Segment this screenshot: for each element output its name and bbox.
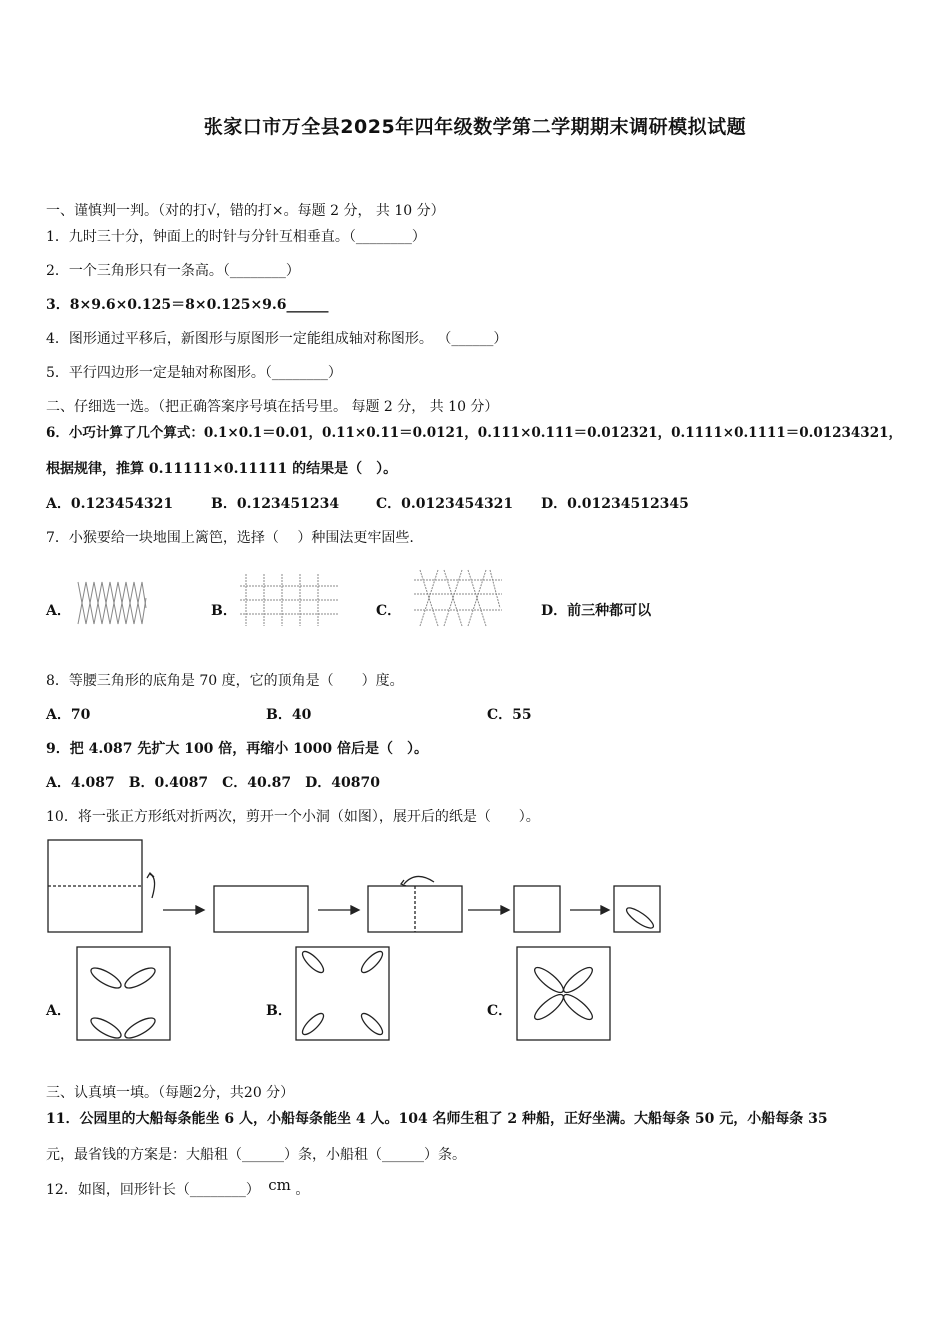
section1-heading: 一、谨慎判一判。（对的打√，错的打×。每题 2 分， 共 10 分） <box>46 203 445 219</box>
section3-heading: 三、认真填一填。（每题2分，共20 分） <box>46 1085 295 1101</box>
question-6-line2: 根据规律，推算 0.11111×0.11111 的结果是（ ）。 <box>46 461 398 477</box>
question-10-label-a: A． <box>46 1003 71 1019</box>
question-7-option-d: D．前三种都可以 <box>541 603 652 619</box>
question-7-label-a: A． <box>46 603 71 619</box>
question-6-option-c: C．0.0123454321 <box>376 496 514 512</box>
question-12-unit: cm <box>268 1176 291 1194</box>
question-8-option-b: B．40 <box>266 707 312 723</box>
question-8: 8．等腰三角形的底角是 70 度，它的顶角是（ ）度。 <box>46 673 404 689</box>
question-7-label-b: B． <box>211 603 237 619</box>
question-7-label-c: C． <box>376 603 402 619</box>
question-10-label-c: C． <box>487 1003 513 1019</box>
question-7: 7．小猴要给一块地围上篱笆，选择（ ）种围法更牢固些. <box>46 530 414 546</box>
question-5: 5．平行四边形一定是轴对称图形。（________） <box>46 365 342 381</box>
question-10: 10．将一张正方形纸对折两次，剪开一个小洞（如图），展开后的纸是（ ）。 <box>46 809 540 825</box>
page-title: 张家口市万全县2025年四年级数学第二学期期末调研模拟试题 <box>203 116 747 138</box>
question-6-line1: 6．小巧计算了几个算式：0.1×0.1＝0.01，0.11×0.11＝0.0121，0.111×0.111＝0.012321，0.1111×0.1111＝0.01234321， <box>46 425 902 441</box>
question-9: 9．把 4.087 先扩大 100 倍，再缩小 1000 倍后是（ ）。 <box>46 741 429 757</box>
question-8-option-c: C．55 <box>487 707 532 723</box>
question-6-option-b: B．0.123451234 <box>211 496 340 512</box>
question-3: 3．8×9.6×0.125＝8×0.125×9.6______ <box>46 297 329 313</box>
question-9-options: A．4.087 B．0.4087 C．40.87 D．40870 <box>46 775 380 791</box>
question-11-line2: 元，最省钱的方案是：大船租（______）条，小船租（______）条。 <box>46 1147 466 1163</box>
question-10-label-b: B． <box>266 1003 292 1019</box>
fence-triangle-figure <box>414 568 502 628</box>
question-8-option-a: A．70 <box>46 707 91 723</box>
question-12 <box>46 1176 310 1200</box>
question-1: 1．九时三十分，钟面上的时针与分针互相垂直。（________） <box>46 229 426 245</box>
unfolded-option-c-figure <box>516 946 612 1042</box>
question-2: 2．一个三角形只有一条高。（________） <box>46 263 300 279</box>
question-6-option-a: A．0.123454321 <box>46 496 174 512</box>
fence-grid-figure <box>240 572 338 628</box>
section2-heading: 二、仔细选一选。（把正确答案序号填在括号里。 每题 2 分， 共 10 分） <box>46 399 499 415</box>
fence-zigzag-figure <box>76 578 148 628</box>
unfolded-option-a-figure <box>76 946 172 1042</box>
folding-sequence-figure <box>44 836 669 936</box>
question-11-line1: 11．公园里的大船每条能坐 6 人，小船每条能坐 4 人。104 名师生租了 2 种船，正好坐满。大船每条 50 元，小船每条 35 <box>46 1111 828 1127</box>
question-12-end: 。 <box>295 1182 310 1198</box>
unfolded-option-b-figure <box>295 946 391 1042</box>
question-4: 4．图形通过平移后，新图形与原图形一定能组成轴对称图形。 （______） <box>46 331 508 347</box>
question-12-text: 12．如图，回形针长（________） <box>46 1182 260 1198</box>
question-6-option-d: D．0.01234512345 <box>541 496 689 512</box>
